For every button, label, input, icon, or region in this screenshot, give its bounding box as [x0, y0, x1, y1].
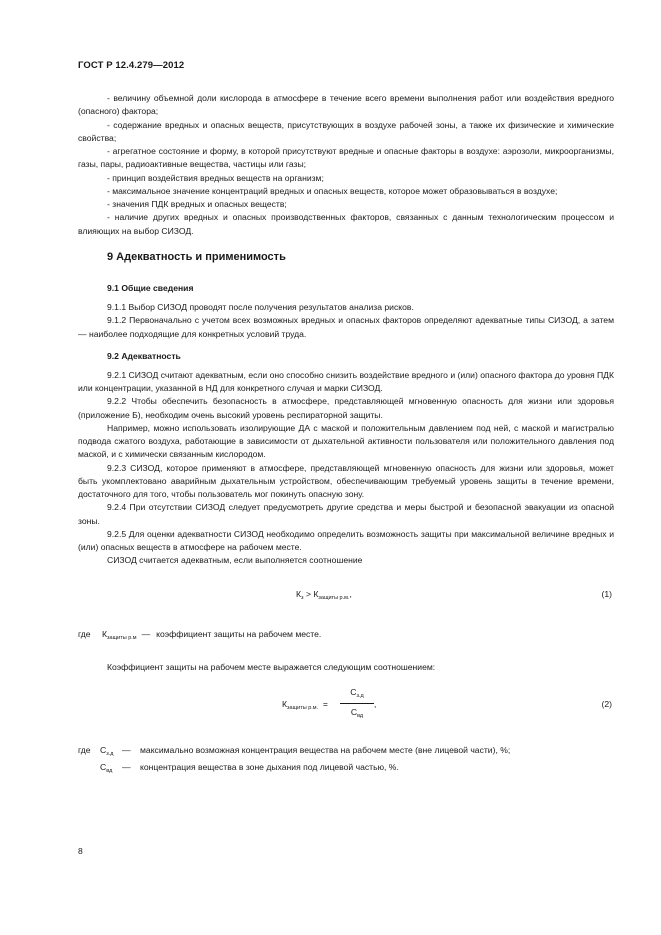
paragraph: 9.2.5 Для оценки адекватности СИЗОД необходимо определить возможность защиты при максимальной величине вредных и (или) опасных веществ в атмосфере на рабочем месте.: [78, 528, 614, 552]
section-9-2-heading: 9.2 Адекватность: [107, 350, 181, 361]
equation-number: (1): [601, 588, 612, 599]
formula-2-lhs: $К_{защиты р.м.}$ =: [282, 699, 328, 711]
page-number: 8: [78, 846, 83, 856]
list-item: - агрегатное состояние и форму, в которой присутствуют вредные и опасные факторы в воздухе: аэрозоли, микроорганизмы, газы, пары, радиоактивные вещества, частицы или газы;: [78, 146, 614, 170]
list-item: - содержание вредных и опасных веществ, присутствующих в воздухе рабочей зоны, а также их физические и химические свойства;: [78, 119, 614, 143]
document-header: ГОСТ Р 12.4.279—2012: [78, 60, 185, 71]
section-9-1-heading: 9.1 Общие сведения: [107, 283, 194, 293]
paragraph: 9.2.2 Чтобы обеспечить безопасность в атмосфере, представляющей мгновенную опасность для жизни или здоровья (приложение Б), необходим очень высокий уровень респираторной защиты.: [78, 396, 614, 420]
equation-number: (2): [601, 699, 612, 709]
definition-row: где $С_{з.д}$ — максимально возможная концентрация вещества на рабочем месте (вне лицевой части), %;: [78, 745, 511, 757]
list-item: - значения ПДК вредных и опасных веществ;: [107, 199, 287, 209]
definition-row: $С_{вд}$ — концентрация вещества в зоне дыхания под лицевой частью, %.: [100, 762, 399, 775]
list-item: - принцип воздействия вредных веществ на организм;: [107, 172, 324, 183]
paragraph: 9.2.3 СИЗОД, которое применяют в атмосфере, представляющей мгновенную опасность для жизни или здоровья, может быть укомплектовано аварийным дыхательным устройством, обеспечивающим требуемый уровень защиты в течение времени, достаточного для того, чтобы пользователь мог покинуть опасную зону.: [78, 462, 614, 499]
formula-2-fraction: $С_{з.д}$ $С_{вд}$: [340, 686, 374, 722]
paragraph: 9.1.1 Выбор СИЗОД проводят после получения результатов анализа рисков.: [107, 302, 414, 312]
list-item: - величину объемной доли кислорода в атмосфере в течение всего времени выполнения работ или воздействия вредного (опасного) фактора;: [78, 93, 614, 117]
paragraph: 9.1.2 Первоначально с учетом всех возможных вредных и опасных факторов определяют адекватные типы СИЗОД, а затем — наиболее подходящие для конкретных условий труда.: [78, 315, 614, 339]
paragraph: СИЗОД считается адекватным, если выполняется соотношение: [107, 555, 363, 566]
paragraph: Коэффициент защиты на рабочем месте выражается следующим соотношением:: [107, 661, 436, 672]
formula-2: $К_{защиты р.м.}$ = $С_{з.д}$ $С_{вд}$ , (2): [78, 686, 614, 728]
formula-1: [78, 586, 614, 610]
paragraph: 9.2.1 СИЗОД считают адекватным, если оно способно снизить воздействие вредного и (или) опасного фактора до уровня ПДК или концентрации, указанной в НД для конкретного случая и марки СИЗОД.: [78, 369, 614, 393]
list-item: - максимальное значение концентраций вредных и опасных веществ, которое может образовываться в воздухе;: [107, 185, 558, 196]
paragraph: 9.2.4 При отсутствии СИЗОД следует предусмотреть другие средства и меры быстрой и безопасной эвакуации из опасной зоны.: [78, 502, 614, 526]
list-item: - наличие других вредных и опасных производственных факторов, связанных с данным технологическим процессом и влияющих на выбор СИЗОД.: [78, 212, 614, 236]
page-body: [78, 92, 614, 779]
paragraph: Например, можно использовать изолирующие ДА с маской и положительным давлением под ней, с маской и магистралью подвода сжатого воздуха, работающие в зависимости от дыхательной активности пользователя или положительного давления под маской, и с химически связанным кислородом.: [78, 422, 614, 460]
formula-1-expression: $К_з > К_{защиты р.м.}$,: [296, 588, 352, 601]
section-9-heading: 9 Адекватность и применимость: [107, 250, 286, 263]
where-definition: где $К_{защиты р.м}$ — коэффициент защиты на рабочем месте.: [78, 628, 322, 641]
definitions-list: [78, 744, 614, 779]
